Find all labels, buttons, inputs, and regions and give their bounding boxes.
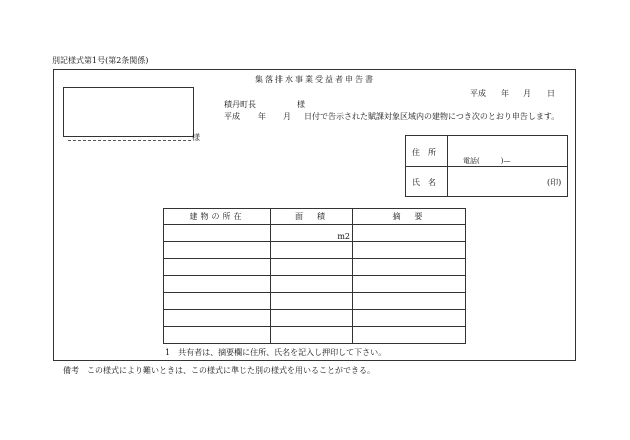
header-location: 建物の所在 bbox=[164, 209, 271, 225]
recipient-honorific: 様 bbox=[297, 100, 305, 109]
date-year: 年 bbox=[501, 89, 509, 98]
date-day: 日 bbox=[547, 89, 555, 98]
declaration-year: 年 bbox=[258, 112, 266, 121]
area-cell[interactable] bbox=[271, 242, 353, 259]
table-row bbox=[164, 327, 466, 344]
area-cell[interactable] bbox=[271, 276, 353, 293]
address-field[interactable] bbox=[449, 137, 566, 154]
location-cell[interactable] bbox=[164, 310, 271, 327]
location-cell[interactable] bbox=[164, 276, 271, 293]
header-area: 面 積 bbox=[271, 209, 353, 225]
recipient-mayor: 積丹町長 bbox=[224, 100, 256, 109]
date-month: 月 bbox=[523, 89, 531, 98]
building-table bbox=[163, 208, 466, 344]
seal-mark: (印) bbox=[547, 178, 562, 187]
location-cell[interactable] bbox=[164, 225, 271, 242]
addressee-suffix: 様 bbox=[192, 133, 200, 142]
area-cell[interactable] bbox=[271, 293, 353, 310]
table-row bbox=[164, 276, 466, 293]
remarks-cell[interactable] bbox=[353, 276, 466, 293]
table-row bbox=[164, 225, 466, 242]
phone-label: 電話( )— bbox=[463, 157, 511, 165]
table-row bbox=[164, 310, 466, 327]
remarks-cell[interactable] bbox=[353, 259, 466, 276]
date-era: 平成 bbox=[470, 89, 486, 98]
declaration-text: 日付で告示された賦課対象区域内の建物につき次のとおり申告します。 bbox=[304, 112, 560, 121]
form-number: 別記様式第1号(第2条関係) bbox=[52, 56, 149, 65]
remarks-cell[interactable] bbox=[353, 310, 466, 327]
location-cell[interactable] bbox=[164, 293, 271, 310]
table-header-row bbox=[164, 209, 466, 225]
remarks-cell[interactable] bbox=[353, 327, 466, 344]
applicant-divider-h bbox=[405, 166, 568, 167]
table-row bbox=[164, 293, 466, 310]
area-cell[interactable] bbox=[271, 225, 353, 242]
area-unit: m2 bbox=[337, 232, 350, 241]
area-cell[interactable] bbox=[271, 327, 353, 344]
location-cell[interactable] bbox=[164, 327, 271, 344]
table-row bbox=[164, 259, 466, 276]
area-cell[interactable] bbox=[271, 259, 353, 276]
location-cell[interactable] bbox=[164, 242, 271, 259]
location-cell[interactable] bbox=[164, 259, 271, 276]
form-title: 集落排水事業受益者申告書 bbox=[255, 75, 375, 84]
header-remarks: 摘 要 bbox=[353, 209, 466, 225]
table-row bbox=[164, 242, 466, 259]
name-label: 氏 名 bbox=[412, 178, 436, 187]
table-note: 1 共有者は、摘要欄に住所、氏名を記入し押印して下さい。 bbox=[165, 348, 387, 357]
addressee-line bbox=[68, 140, 191, 141]
address-label: 住 所 bbox=[412, 148, 436, 157]
area-cell[interactable] bbox=[271, 310, 353, 327]
declaration-era: 平成 bbox=[224, 112, 240, 121]
name-field[interactable] bbox=[449, 168, 539, 195]
remarks-cell[interactable] bbox=[353, 225, 466, 242]
declaration-month: 月 bbox=[283, 112, 291, 121]
address-label-box bbox=[63, 87, 194, 137]
remarks-cell[interactable] bbox=[353, 242, 466, 259]
form-remarks: 備考 この様式により難いときは、この様式に準じた別の様式を用いることができる。 bbox=[63, 366, 375, 375]
remarks-cell[interactable] bbox=[353, 293, 466, 310]
